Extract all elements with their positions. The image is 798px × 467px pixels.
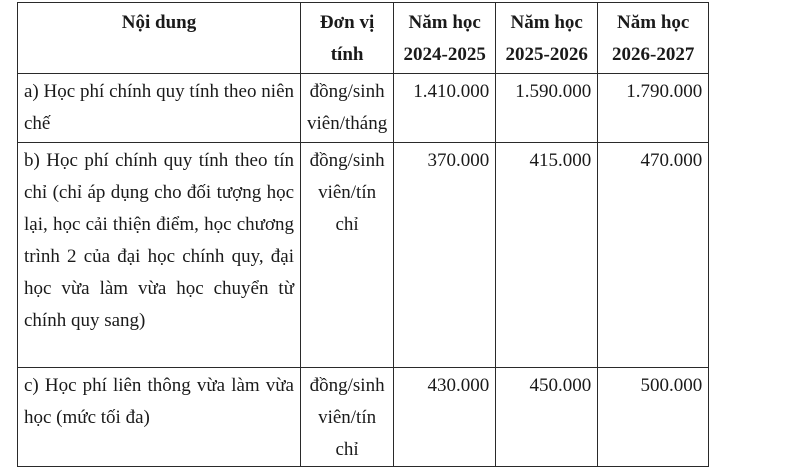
header-year-2025-line2: 2025-2026 <box>505 44 588 65</box>
row-fee-2025-2026: 450.000 <box>496 368 598 467</box>
row-fee-2026-2027: 1.790.000 <box>598 74 709 143</box>
header-year-2026-line1: Năm học <box>617 12 690 33</box>
header-unit <box>301 3 394 74</box>
row-content: a) Học phí chính quy tính theo niên chế <box>18 74 301 143</box>
row-fee-2025-2026: 1.590.000 <box>496 74 598 143</box>
header-year-2026-line2: 2026-2027 <box>612 44 695 65</box>
row-fee-2024-2025: 370.000 <box>394 143 496 368</box>
table-row <box>18 143 709 368</box>
row-fee-2026-2027: 470.000 <box>598 143 709 368</box>
table-header-row <box>18 3 709 74</box>
header-year-2026 <box>598 3 709 74</box>
row-fee-2024-2025: 430.000 <box>394 368 496 467</box>
row-content: c) Học phí liên thông vừa làm vừa học (mức tối đa) <box>18 368 301 467</box>
header-year-2024-line2: 2024-2025 <box>403 44 486 65</box>
header-year-2025 <box>496 3 598 74</box>
table-row <box>18 74 709 143</box>
tuition-fee-table <box>17 2 709 467</box>
header-content <box>18 3 301 74</box>
header-unit-line2: tính <box>330 44 364 65</box>
header-year-2024 <box>394 3 496 74</box>
row-unit: đồng/sinh viên/tín chỉ <box>301 368 394 467</box>
header-content-label: Nội dung <box>121 12 197 33</box>
header-unit-line1: Đơn vị <box>319 12 375 33</box>
table-row <box>18 368 709 467</box>
header-year-2025-line1: Năm học <box>510 12 583 33</box>
row-content: b) Học phí chính quy tính theo tín chỉ (chỉ áp dụng cho đối tượng học lại, học cải thiện điểm, học chương trình 2 của đại học chính quy, đại học vừa làm vừa học chuyển từ chính quy sang) <box>18 143 301 368</box>
row-fee-2024-2025: 1.410.000 <box>394 74 496 143</box>
header-year-2024-line1: Năm học <box>408 12 481 33</box>
row-fee-2025-2026: 415.000 <box>496 143 598 368</box>
row-unit: đồng/sinh viên/tháng <box>301 74 394 143</box>
row-fee-2026-2027: 500.000 <box>598 368 709 467</box>
row-unit: đồng/sinh viên/tín chỉ <box>301 143 394 368</box>
